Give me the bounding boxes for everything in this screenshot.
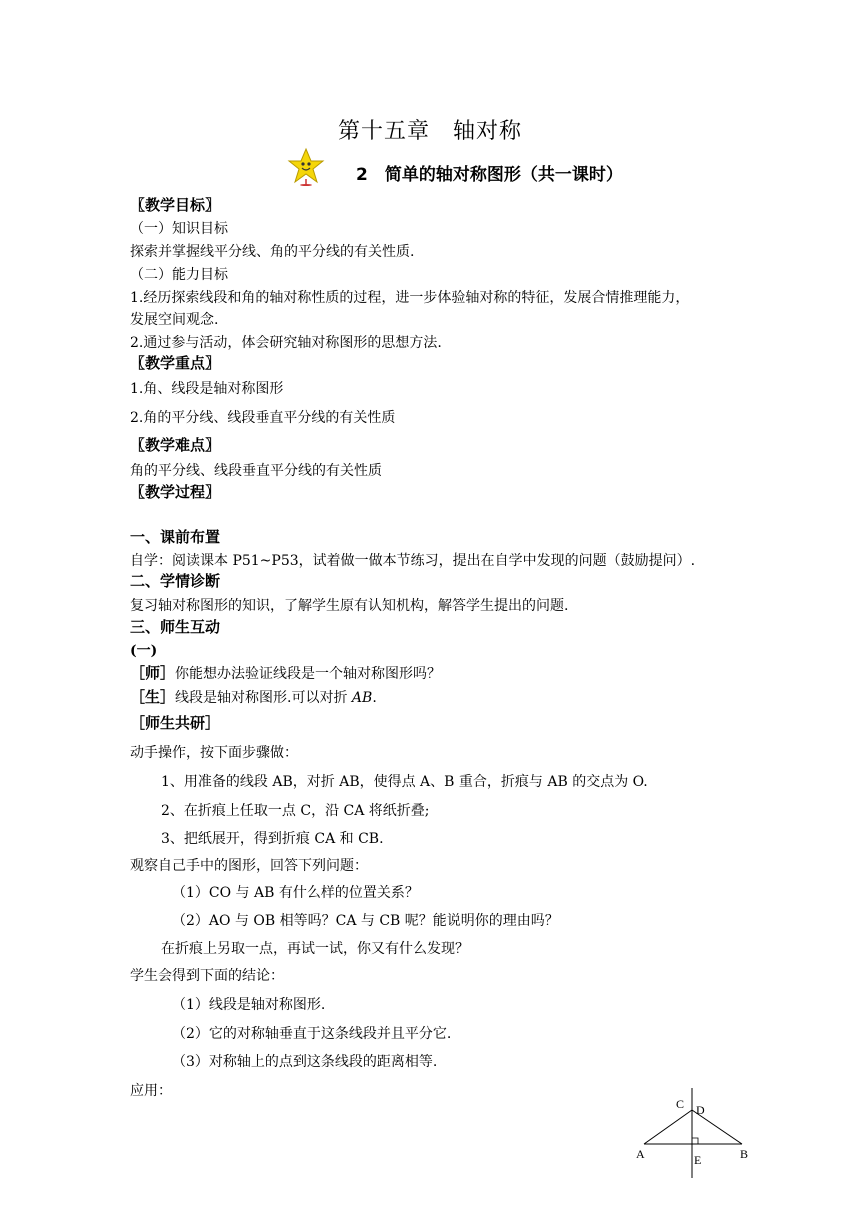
teacher-label: ［师］	[130, 664, 176, 682]
geometry-figure	[630, 1088, 760, 1184]
question-3: 在折痕上另取一点，再试一试，你又有什么发现？	[161, 941, 469, 957]
student-text-end: .	[372, 690, 377, 706]
difficulty-heading: 〖教学难点〗	[130, 436, 221, 454]
section-2-heading: 二、学情诊断	[130, 572, 221, 590]
label-d: D	[696, 1103, 705, 1117]
label-b: B	[740, 1147, 749, 1161]
student-text-ab: AB	[351, 690, 373, 706]
joint-label: ［师生共研］	[130, 714, 221, 732]
question-1: （1）CO 与 AB 有什么样的位置关系？	[172, 885, 419, 901]
label-e: E	[694, 1153, 702, 1167]
goal1-text: 探索并掌握线平分线、角的平分线的有关性质.	[130, 244, 415, 260]
student-text: 线段是轴对称图形.可以对折	[175, 690, 352, 706]
goal2-text-1: 1.经历探索线段和角的轴对称性质的过程，进一步体验轴对称的特征，发展合情推理能力，	[130, 290, 690, 306]
goal2-text-2: 发展空间观念.	[130, 312, 219, 328]
subsection-label: (一)	[130, 643, 158, 659]
segment-ca	[644, 1110, 692, 1144]
step-3: 3、把纸展开，得到折痕 CA 和 CB.	[161, 831, 384, 847]
step-1: 1、用准备的线段 AB，对折 AB，使得点 A、B 重合，折痕与 AB 的交点为 O.	[161, 774, 648, 790]
conclusion-1: （1）线段是轴对称图形.	[172, 997, 326, 1013]
student-label: ［生］	[130, 688, 176, 706]
conclusion-intro: 学生会得到下面的结论：	[130, 968, 284, 984]
observe-intro: 观察自己手中的图形，回答下列问题：	[130, 858, 368, 874]
teacher-text: 你能想办法验证线段是一个轴对称图形吗？	[175, 666, 442, 682]
page-title: 第十五章 轴对称	[337, 119, 522, 144]
goal1-heading: （一）知识目标	[130, 221, 228, 237]
operation-intro: 动手操作，按下面步骤做：	[130, 745, 298, 761]
application-label: 应用：	[130, 1083, 172, 1099]
section-1-heading: 一、课前布置	[130, 528, 221, 546]
teacher-line	[130, 664, 441, 683]
section-1-text: 自学：阅读课本 P51~P53，试着做一做本节练习，提出在自学中发现的问题（鼓励提问）.	[130, 553, 696, 569]
section-3-heading: 三、师生互动	[130, 618, 221, 636]
goal2-text-3: 2.通过参与活动，体会研究轴对称图形的思想方法.	[130, 335, 442, 351]
label-c: C	[676, 1097, 685, 1111]
right-angle-mark	[692, 1138, 698, 1144]
key-2: 2.角的平分线、线段垂直平分线的有关性质	[130, 410, 396, 426]
lesson-subtitle: 2 简单的轴对称图形（共一课时）	[356, 165, 623, 185]
star-icon	[286, 146, 326, 190]
goals-heading: 〖教学目标〗	[130, 196, 221, 214]
process-heading: 〖教学过程〗	[130, 483, 221, 501]
difficulty-text: 角的平分线、线段垂直平分线的有关性质	[130, 463, 382, 479]
section-2-text: 复习轴对称图形的知识，了解学生原有认知机构，解答学生提出的问题.	[130, 598, 569, 614]
label-a: A	[636, 1147, 645, 1161]
step-2: 2、在折痕上任取一点 C，沿 CA 将纸折叠;	[161, 803, 430, 819]
goal2-heading: （二）能力目标	[130, 267, 228, 283]
question-2: （2）AO 与 OB 相等吗？CA 与 CB 呢？能说明你的理由吗？	[172, 913, 559, 929]
conclusion-3: （3）对称轴上的点到这条线段的距离相等.	[172, 1054, 438, 1070]
key-1: 1.角、线段是轴对称图形	[130, 381, 284, 397]
student-line	[130, 688, 377, 707]
key-heading: 〖教学重点〗	[130, 354, 221, 372]
conclusion-2: （2）它的对称轴垂直于这条线段并且平分它.	[172, 1026, 452, 1042]
